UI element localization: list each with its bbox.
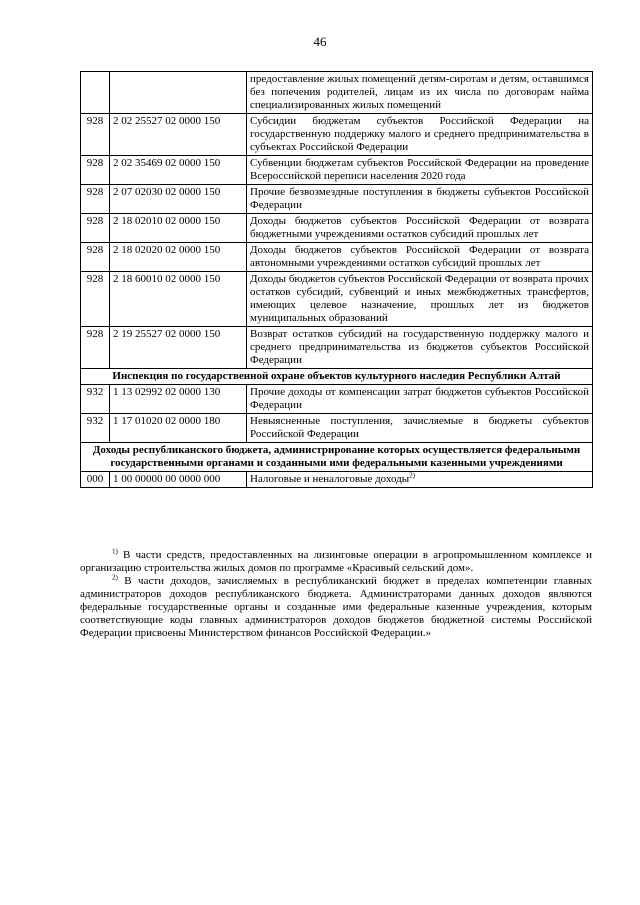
table-row <box>81 385 593 414</box>
description-text: Субвенции бюджетам субъектов Российской Федерации на проведение Всероссийской переписи населения 2020 года <box>250 157 589 182</box>
revenue-administrators-table <box>80 71 593 488</box>
income-code-cell <box>110 72 247 114</box>
description-cell <box>247 243 593 272</box>
footnote <box>80 549 592 575</box>
table-row <box>81 327 593 369</box>
admin-code-cell: 000 <box>81 472 110 488</box>
footnote-text: В части доходов, зачисляемых в республиканский бюджет в пределах компетенции главных администраторов доходов республиканского бюджета. Администраторами данных доходов являются федеральные государственные органы и созданные ими федеральные казенные учреждения, которым соответствующие коды главных администраторов доходов бюджетов бюджетной системы Российской Федерации присвоены Министерством финансов Российской Федерации.» <box>80 575 592 639</box>
table-row <box>81 185 593 214</box>
income-code-cell: 1 13 02992 02 0000 130 <box>110 385 247 414</box>
description-text: Возврат остатков субсидий на государственную поддержку малого и среднего предпринимательства из бюджетов субъектов Российской Федерации <box>250 328 589 366</box>
section-title: Инспекция по государственной охране объектов культурного наследия Республики Алтай <box>81 369 593 385</box>
section-header-row <box>81 369 593 385</box>
admin-code-cell <box>81 72 110 114</box>
section-title: Доходы республиканского бюджета, администрирование которых осуществляется федеральными государственными органами и созданными ими федеральными казенными учреждениями <box>81 443 593 472</box>
table-row <box>81 472 593 488</box>
description-text: Прочие безвозмездные поступления в бюджеты субъектов Российской Федерации <box>250 186 589 211</box>
description-text: Субсидии бюджетам субъектов Российской Федерации на государственную поддержку малого и среднего предпринимательства в субъектах Российской Федерации <box>250 115 589 153</box>
footnotes <box>80 549 592 640</box>
description-cell <box>247 472 593 488</box>
description-cell <box>247 114 593 156</box>
table-row <box>81 414 593 443</box>
description-text: Прочие доходы от компенсации затрат бюджетов субъектов Российской Федерации <box>250 386 589 411</box>
admin-code-cell: 928 <box>81 156 110 185</box>
description-text: Доходы бюджетов субъектов Российской Федерации от возврата прочих остатков субсидий, субвенций и иных межбюджетных трансфертов, имеющих целевое назначение, прошлых лет из бюджетов муниципальных образований <box>250 273 589 324</box>
income-code-cell: 2 02 35469 02 0000 150 <box>110 156 247 185</box>
section-header-row <box>81 443 593 472</box>
table-row <box>81 214 593 243</box>
description-cell <box>247 185 593 214</box>
footnote-mark: 1) <box>112 547 118 556</box>
income-code-cell: 2 19 25527 02 0000 150 <box>110 327 247 369</box>
description-cell <box>247 214 593 243</box>
footnote <box>80 575 592 640</box>
description-cell <box>247 327 593 369</box>
income-code-cell: 2 18 60010 02 0000 150 <box>110 272 247 327</box>
description-text: предоставление жилых помещений детям-сиротам и детям, оставшимся без попечения родителей, лицам из их числа по договорам найма специализированных жилых помещений <box>250 73 589 111</box>
income-code-cell: 1 00 00000 00 0000 000 <box>110 472 247 488</box>
description-text: Доходы бюджетов субъектов Российской Федерации от возврата бюджетными учреждениями остатков субсидий прошлых лет <box>250 215 589 240</box>
description-cell <box>247 385 593 414</box>
admin-code-cell: 928 <box>81 327 110 369</box>
description-text: Доходы бюджетов субъектов Российской Федерации от возврата автономными учреждениями остатков субсидий прошлых лет <box>250 244 589 269</box>
admin-code-cell: 928 <box>81 243 110 272</box>
page-number: 46 <box>313 34 327 49</box>
table-row <box>81 243 593 272</box>
footnote-mark: 2) <box>112 573 118 582</box>
table-row <box>81 156 593 185</box>
admin-code-cell: 932 <box>81 385 110 414</box>
admin-code-cell: 928 <box>81 272 110 327</box>
table-row <box>81 72 593 114</box>
description-cell <box>247 414 593 443</box>
income-code-cell: 2 18 02020 02 0000 150 <box>110 243 247 272</box>
description-text: Налоговые и неналоговые доходы <box>250 473 410 485</box>
table-row <box>81 272 593 327</box>
admin-code-cell: 932 <box>81 414 110 443</box>
footnote-reference: 2) <box>409 471 415 480</box>
description-cell <box>247 272 593 327</box>
description-text: Невыясненные поступления, зачисляемые в бюджеты субъектов Российской Федерации <box>250 415 589 440</box>
description-cell <box>247 156 593 185</box>
income-code-cell: 2 18 02010 02 0000 150 <box>110 214 247 243</box>
description-cell <box>247 72 593 114</box>
income-code-cell: 2 02 25527 02 0000 150 <box>110 114 247 156</box>
income-code-cell: 2 07 02030 02 0000 150 <box>110 185 247 214</box>
table-row <box>81 114 593 156</box>
income-code-cell: 1 17 01020 02 0000 180 <box>110 414 247 443</box>
footnote-text: В части средств, предоставленных на лизинговые операции в агропромышленном комплексе и организацию строительства жилых домов по программе «Красивый сельский дом». <box>80 549 592 574</box>
admin-code-cell: 928 <box>81 114 110 156</box>
admin-code-cell: 928 <box>81 214 110 243</box>
admin-code-cell: 928 <box>81 185 110 214</box>
